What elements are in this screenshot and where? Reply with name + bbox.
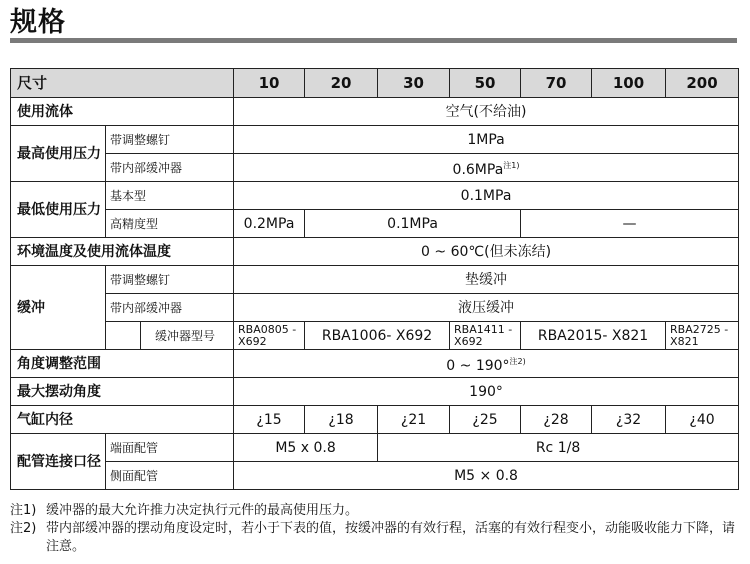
note-2-text: 带内部缓冲器的摆动角度设定时，若小于下表的值，按缓冲器的有效行程，活塞的有效行程变小，动能吸收能力下降，请注意。 bbox=[46, 521, 736, 554]
max-pressure-cush-value: 0.6MPa bbox=[452, 161, 504, 178]
min-pressure-hp-label: 高精度型 bbox=[106, 210, 234, 238]
table-row-fluid bbox=[11, 98, 739, 126]
table-row-min-pressure-hp bbox=[11, 210, 739, 238]
bore-20: ¿18 bbox=[305, 406, 378, 434]
angle-range-cell bbox=[234, 350, 739, 378]
max-angle-value: 190° bbox=[234, 378, 739, 406]
bore-100: ¿32 bbox=[592, 406, 666, 434]
cushion-model-200: RBA2725 - X821 bbox=[666, 322, 739, 350]
piping-end-10-20: M5 x 0.8 bbox=[234, 434, 378, 462]
note-1-mark: 注1) bbox=[10, 503, 37, 518]
spec-table bbox=[10, 68, 739, 490]
min-pressure-hp-20-50: 0.1MPa bbox=[305, 210, 521, 238]
bore-200: ¿40 bbox=[666, 406, 739, 434]
table-row-max-angle bbox=[11, 378, 739, 406]
table-row-header bbox=[11, 69, 739, 98]
page-title: 规格 bbox=[10, 7, 66, 38]
bore-10: ¿15 bbox=[234, 406, 305, 434]
min-pressure-basic-label: 基本型 bbox=[106, 182, 234, 210]
temp-label: 环境温度及使用流体温度 bbox=[11, 238, 234, 266]
table-row-min-pressure-basic bbox=[11, 182, 739, 210]
bore-50: ¿25 bbox=[450, 406, 521, 434]
max-angle-label: 最大摆动角度 bbox=[11, 378, 234, 406]
max-pressure-label: 最高使用压力 bbox=[11, 126, 106, 182]
cushion-int-label: 带内部缓冲器 bbox=[106, 294, 234, 322]
piping-side-label: 侧面配管 bbox=[106, 462, 234, 490]
angle-range-label: 角度调整范围 bbox=[11, 350, 234, 378]
table-row-cushion-int bbox=[11, 294, 739, 322]
table-row-cushion-adj bbox=[11, 266, 739, 294]
max-pressure-cush-cell bbox=[234, 154, 739, 182]
cushion-label: 缓冲 bbox=[11, 266, 106, 350]
note-ref-1: 注1) bbox=[503, 160, 520, 170]
cushion-model-70-100: RBA2015- X821 bbox=[521, 322, 666, 350]
table-row-bore bbox=[11, 406, 739, 434]
size-70: 70 bbox=[521, 69, 592, 98]
max-pressure-cush-label: 带内部缓冲器 bbox=[106, 154, 234, 182]
min-pressure-hp-10: 0.2MPa bbox=[234, 210, 305, 238]
table-row-angle-range bbox=[11, 350, 739, 378]
cushion-model-label: 缓冲器型号 bbox=[141, 322, 234, 350]
min-pressure-basic-value: 0.1MPa bbox=[234, 182, 739, 210]
temp-value: 0 ~ 60℃(但未冻结) bbox=[234, 238, 739, 266]
piping-label: 配管连接口径 bbox=[11, 434, 106, 490]
bore-30: ¿21 bbox=[378, 406, 450, 434]
cushion-adj-value: 垫缓冲 bbox=[234, 266, 739, 294]
bore-label: 气缸内径 bbox=[11, 406, 234, 434]
size-100: 100 bbox=[592, 69, 666, 98]
table-row-piping-end bbox=[11, 434, 739, 462]
min-pressure-label: 最低使用压力 bbox=[11, 182, 106, 238]
max-pressure-adj-label: 带调整螺钉 bbox=[106, 126, 234, 154]
fluid-value: 空气(不给油) bbox=[234, 98, 739, 126]
size-200: 200 bbox=[666, 69, 739, 98]
cushion-model-10: RBA0805 - X692 bbox=[234, 322, 305, 350]
table-row-max-pressure-adj bbox=[11, 126, 739, 154]
table-row-temp bbox=[11, 238, 739, 266]
cushion-model-20-30: RBA1006- X692 bbox=[305, 322, 450, 350]
piping-end-30-200: Rc 1/8 bbox=[378, 434, 739, 462]
note-ref-2: 注2) bbox=[509, 356, 526, 366]
notes bbox=[10, 502, 740, 556]
note-1-text: 缓冲器的最大允许推力决定执行元件的最高使用压力。 bbox=[46, 503, 359, 518]
note-2 bbox=[10, 520, 740, 556]
title-underline bbox=[10, 38, 737, 43]
cushion-int-value: 液压缓冲 bbox=[234, 294, 739, 322]
note-2-mark: 注2) bbox=[10, 521, 37, 536]
table-row-piping-side bbox=[11, 462, 739, 490]
fluid-label: 使用流体 bbox=[11, 98, 234, 126]
size-50: 50 bbox=[450, 69, 521, 98]
table-row-max-pressure-cush bbox=[11, 154, 739, 182]
size-20: 20 bbox=[305, 69, 378, 98]
note-1 bbox=[10, 502, 740, 520]
size-10: 10 bbox=[234, 69, 305, 98]
max-pressure-adj-value: 1MPa bbox=[234, 126, 739, 154]
cushion-adj-label: 带调整螺钉 bbox=[106, 266, 234, 294]
min-pressure-hp-70-200: — bbox=[521, 210, 739, 238]
piping-end-label: 端面配管 bbox=[106, 434, 234, 462]
cushion-model-spacer bbox=[106, 322, 141, 350]
angle-range-value: 0 ~ 190° bbox=[446, 357, 510, 374]
table-row-cushion-model bbox=[11, 322, 739, 350]
piping-side-value: M5 × 0.8 bbox=[234, 462, 739, 490]
size-30: 30 bbox=[378, 69, 450, 98]
size-label: 尺寸 bbox=[11, 69, 234, 98]
bore-70: ¿28 bbox=[521, 406, 592, 434]
cushion-model-50: RBA1411 - X692 bbox=[450, 322, 521, 350]
